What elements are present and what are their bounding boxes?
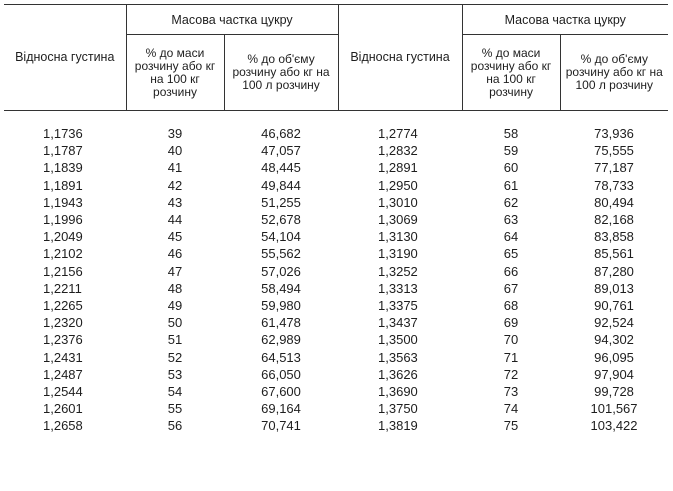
right-mass-percent-cell: 58 (503, 126, 519, 141)
right-volume-percent-cell: 89,013 (594, 280, 634, 296)
right-mass-percent-cell: 67 (503, 280, 519, 296)
sugar-density-table (4, 4, 668, 435)
header-sugar-fraction-right: Масова частка цукру (462, 5, 668, 35)
left-mass-percent-cell: 53 (167, 366, 183, 382)
table-row (4, 228, 668, 245)
right-mass-percent-cell: 59 (503, 143, 519, 159)
table-row (4, 314, 668, 331)
table-row (4, 211, 668, 228)
left-volume-percent-cell: 69,164 (261, 401, 301, 417)
left-volume-percent-cell: 62,989 (261, 332, 301, 348)
left-mass-percent-cell: 56 (167, 418, 183, 434)
header-relative-density-left: Відносна густина (4, 5, 126, 111)
left-volume-percent-cell: 59,980 (261, 298, 301, 314)
table-row (4, 297, 668, 314)
right-volume-percent-cell: 77,187 (594, 160, 634, 176)
left-volume-percent-cell: 51,255 (261, 194, 301, 210)
right-volume-percent-cell: 75,555 (594, 143, 634, 159)
right-volume-percent-cell: 97,904 (594, 366, 634, 382)
left-volume-percent-cell: 58,494 (261, 280, 301, 296)
left-density-cell: 1,1996 (43, 212, 83, 228)
right-density-cell: 1,3130 (378, 229, 418, 245)
right-volume-percent-cell: 73,936 (594, 126, 634, 141)
left-density-cell: 1,2376 (43, 332, 83, 348)
left-volume-percent-cell: 46,682 (261, 126, 301, 141)
right-density-cell: 1,2832 (378, 143, 418, 159)
left-mass-percent-cell: 40 (167, 143, 183, 159)
right-mass-percent-cell: 60 (503, 160, 519, 176)
right-density-cell: 1,3563 (378, 349, 418, 365)
left-density-cell: 1,1787 (43, 143, 83, 159)
left-density-cell: 1,2431 (43, 349, 83, 365)
right-mass-percent-cell: 64 (503, 229, 519, 245)
header-percent-mass-right: % до маси розчину або кг на 100 кг розчину (462, 35, 560, 111)
right-density-cell: 1,2891 (378, 160, 418, 176)
left-mass-percent-cell: 46 (167, 246, 183, 262)
table-row (4, 142, 668, 159)
right-density-cell: 1,3252 (378, 263, 418, 279)
right-mass-percent-cell: 66 (503, 263, 519, 279)
right-density-cell: 1,3313 (378, 280, 418, 296)
right-density-cell: 1,3690 (378, 384, 418, 400)
right-mass-percent-cell: 62 (503, 194, 519, 210)
table-row (4, 263, 668, 280)
right-volume-percent-cell: 101,567 (590, 401, 638, 417)
right-mass-percent-cell: 61 (503, 177, 519, 193)
left-volume-percent-cell: 55,562 (261, 246, 301, 262)
table-row (4, 366, 668, 383)
left-volume-percent-cell: 66,050 (261, 366, 301, 382)
right-density-cell: 1,3437 (378, 315, 418, 331)
left-density-cell: 1,2544 (43, 384, 83, 400)
right-mass-percent-cell: 70 (503, 332, 519, 348)
left-mass-percent-cell: 50 (167, 315, 183, 331)
right-volume-percent-cell: 96,095 (594, 349, 634, 365)
right-density-cell: 1,2774 (378, 126, 418, 141)
left-volume-percent-cell: 52,678 (261, 212, 301, 228)
right-density-cell: 1,3500 (378, 332, 418, 348)
right-volume-percent-cell: 94,302 (594, 332, 634, 348)
left-mass-percent-cell: 55 (167, 401, 183, 417)
right-volume-percent-cell: 92,524 (594, 315, 634, 331)
right-density-cell: 1,3750 (378, 401, 418, 417)
right-volume-percent-cell: 78,733 (594, 177, 634, 193)
left-density-cell: 1,2487 (43, 366, 83, 382)
left-volume-percent-cell: 70,741 (261, 418, 301, 434)
right-density-cell: 1,3190 (378, 246, 418, 262)
table-row (4, 194, 668, 211)
header-relative-density-right: Відносна густина (338, 5, 462, 111)
right-density-cell: 1,3819 (378, 418, 418, 434)
right-volume-percent-cell: 103,422 (590, 418, 638, 434)
left-mass-percent-cell: 44 (167, 212, 183, 228)
left-volume-percent-cell: 54,104 (261, 229, 301, 245)
header-percent-volume-right: % до об'єму розчину або кг на 100 л розчину (560, 35, 668, 111)
left-volume-percent-cell: 64,513 (261, 349, 301, 365)
left-density-cell: 1,2320 (43, 315, 83, 331)
left-density-cell: 1,2049 (43, 229, 83, 245)
right-mass-percent-cell: 68 (503, 298, 519, 314)
left-mass-percent-cell: 52 (167, 349, 183, 365)
left-volume-percent-cell: 57,026 (261, 263, 301, 279)
right-density-cell: 1,3069 (378, 212, 418, 228)
left-volume-percent-cell: 49,844 (261, 177, 301, 193)
right-volume-percent-cell: 87,280 (594, 263, 634, 279)
right-mass-percent-cell: 74 (503, 401, 519, 417)
left-volume-percent-cell: 61,478 (261, 315, 301, 331)
header-row-top (4, 5, 668, 35)
right-mass-percent-cell: 63 (503, 212, 519, 228)
table-row (4, 331, 668, 348)
right-volume-percent-cell: 85,561 (594, 246, 634, 262)
left-density-cell: 1,2265 (43, 298, 83, 314)
left-volume-percent-cell: 47,057 (261, 143, 301, 159)
right-volume-percent-cell: 99,728 (594, 384, 634, 400)
table-row (4, 417, 668, 434)
right-density-cell: 1,3375 (378, 298, 418, 314)
left-mass-percent-cell: 54 (167, 384, 183, 400)
right-volume-percent-cell: 82,168 (594, 212, 634, 228)
right-mass-percent-cell: 65 (503, 246, 519, 262)
right-density-cell: 1,2950 (378, 177, 418, 193)
left-density-cell: 1,2102 (43, 246, 83, 262)
right-mass-percent-cell: 69 (503, 315, 519, 331)
right-density-cell: 1,3626 (378, 366, 418, 382)
left-mass-percent-cell: 42 (167, 177, 183, 193)
left-mass-percent-cell: 41 (167, 160, 183, 176)
right-mass-percent-cell: 75 (503, 418, 519, 434)
left-density-cell: 1,2658 (43, 418, 83, 434)
header-sugar-fraction-left: Масова частка цукру (126, 5, 338, 35)
header-percent-volume-left: % до об'єму розчину або кг на 100 л розчину (224, 35, 338, 111)
left-density-cell: 1,1943 (43, 194, 83, 210)
left-mass-percent-cell: 45 (167, 229, 183, 245)
right-volume-percent-cell: 83,858 (594, 229, 634, 245)
table-row (4, 159, 668, 176)
table-row (4, 177, 668, 194)
left-density-cell: 1,2156 (43, 263, 83, 279)
left-volume-percent-cell: 48,445 (261, 160, 301, 176)
left-density-cell: 1,2601 (43, 401, 83, 417)
right-density-cell: 1,3010 (378, 194, 418, 210)
table-row (4, 111, 668, 143)
right-mass-percent-cell: 71 (503, 349, 519, 365)
left-mass-percent-cell: 39 (167, 126, 183, 141)
right-volume-percent-cell: 80,494 (594, 194, 634, 210)
left-density-cell: 1,1839 (43, 160, 83, 176)
left-density-cell: 1,1736 (43, 126, 83, 141)
left-mass-percent-cell: 51 (167, 332, 183, 348)
right-mass-percent-cell: 73 (503, 384, 519, 400)
table-row (4, 349, 668, 366)
table-row (4, 400, 668, 417)
left-mass-percent-cell: 43 (167, 194, 183, 210)
table-row (4, 245, 668, 262)
table-body (4, 111, 668, 435)
right-mass-percent-cell: 72 (503, 366, 519, 382)
left-density-cell: 1,2211 (43, 280, 82, 296)
table-row (4, 280, 668, 297)
right-volume-percent-cell: 90,761 (594, 298, 634, 314)
header-percent-mass-left: % до маси розчину або кг на 100 кг розчину (126, 35, 224, 111)
left-mass-percent-cell: 48 (167, 280, 183, 296)
left-volume-percent-cell: 67,600 (261, 384, 301, 400)
table-row (4, 383, 668, 400)
left-mass-percent-cell: 47 (167, 263, 183, 279)
left-mass-percent-cell: 49 (167, 298, 183, 314)
left-density-cell: 1,1891 (43, 177, 83, 193)
